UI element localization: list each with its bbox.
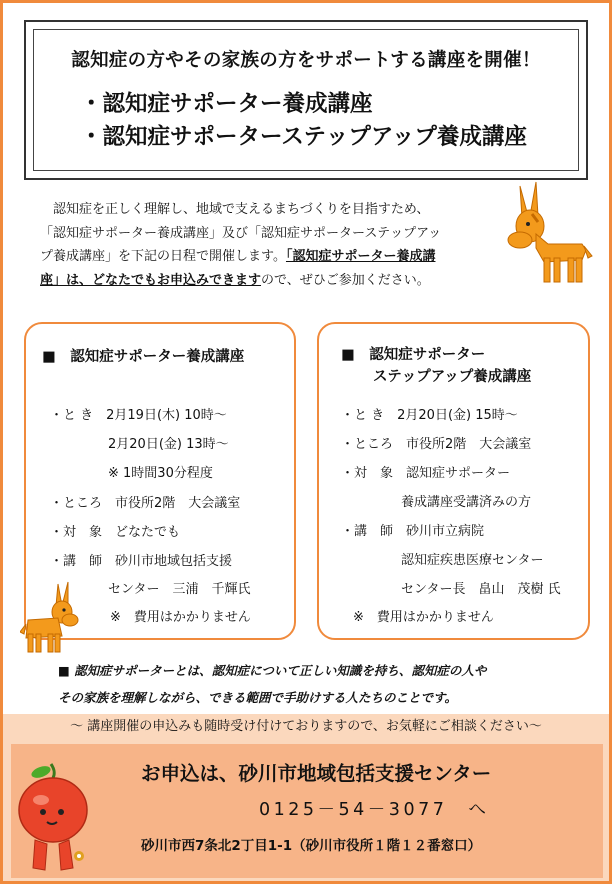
apple-mascot-icon <box>11 760 93 878</box>
stepup-target-1: ・対 象 認知症サポーター <box>341 466 511 481</box>
stepup-lecturer-2: 認知症疾患医療センター <box>401 553 544 568</box>
contact-banner: ～ 講座開催の申込みも随時受け付けておりますので、お気軽にご相談ください～ <box>3 714 609 740</box>
stepup-fee: ※ 費用はかかりません <box>353 610 494 625</box>
course-title-2: ・認知症サポーターステップアップ養成講座 <box>80 124 527 150</box>
note-line-2: その家族を理解しながら、できる範囲で手助けする人たちのことです。 <box>58 690 458 705</box>
course-lecturer-1: ・講 師 砂川市地域包括支援 <box>50 554 233 569</box>
intro-emphasis-2: 座」は、どなたでもお申込みできます <box>40 272 262 288</box>
course-target: ・対 象 どなたでも <box>50 525 181 540</box>
stepup-heading-2: ステップアップ養成講座 <box>373 369 532 385</box>
intro-paragraph <box>40 198 502 292</box>
course-fee: ※ 費用はかかりません <box>110 610 251 625</box>
title-box <box>24 20 588 180</box>
contact-organization: お申込は、砂川市地域包括支援センター <box>141 762 492 785</box>
intro-line-2: 「認知症サポーター養成講座」及び「認知症サポーターステップアッ <box>40 225 442 241</box>
stepup-lecturer-1: ・講 師 砂川市立病院 <box>341 524 485 539</box>
donkey-mascot-small-icon <box>20 580 86 656</box>
supporter-definition-note <box>58 657 578 711</box>
contact-address: 砂川市西7条北2丁目1-1（砂川市役所１階１２番窓口） <box>141 838 482 854</box>
course-place: ・ところ 市役所2階 大会議室 <box>50 496 241 511</box>
donkey-mascot-icon <box>502 178 594 288</box>
course-date-2: 2月20日(金) 13時～ <box>108 437 229 452</box>
intro-line-4 <box>40 269 502 293</box>
stepup-heading-1: ■ 認知症サポーター <box>341 347 486 363</box>
contact-phone[interactable]: 0125－54－3077 へ <box>259 800 490 820</box>
intro-line-4b: ので、ぜひご参加ください。 <box>261 272 430 288</box>
stepup-target-2: 養成講座受講済みの方 <box>401 495 532 510</box>
stepup-lecturer-3: センター長 畠山 茂樹 氏 <box>401 582 561 597</box>
course-title-1: ・認知症サポーター養成講座 <box>80 91 373 117</box>
course-lecturer-2: センター 三浦 千輝氏 <box>108 582 251 597</box>
intro-line-1: 認知症を正しく理解し、地域で支えるまちづくりを目指すため、 <box>53 202 430 217</box>
note-line-1: ■ 認知症サポーターとは、認知症について正しい知識を持ち、認知症の人や <box>58 663 487 678</box>
intro-line-3 <box>40 245 502 269</box>
course-box-heading: ■ 認知症サポーター養成講座 <box>42 349 245 365</box>
stepup-date: ・と き 2月20日(金) 15時～ <box>341 408 518 423</box>
main-title: 認知症の方やその家族の方をサポートする講座を開催！ <box>71 50 541 71</box>
stepup-place: ・ところ 市役所2階 大会議室 <box>341 437 532 452</box>
contact-panel <box>11 744 603 878</box>
intro-line-3a: プ養成講座」を下記の日程で開催します。 <box>40 249 286 264</box>
intro-emphasis-1: 「認知症サポーター養成講 <box>285 249 436 264</box>
course-date-1: ・と き 2月19日(木) 10時～ <box>50 408 227 423</box>
course-duration: ※ 1時間30分程度 <box>108 466 213 481</box>
course-box-stepup <box>317 322 590 640</box>
contact-band <box>3 716 609 881</box>
